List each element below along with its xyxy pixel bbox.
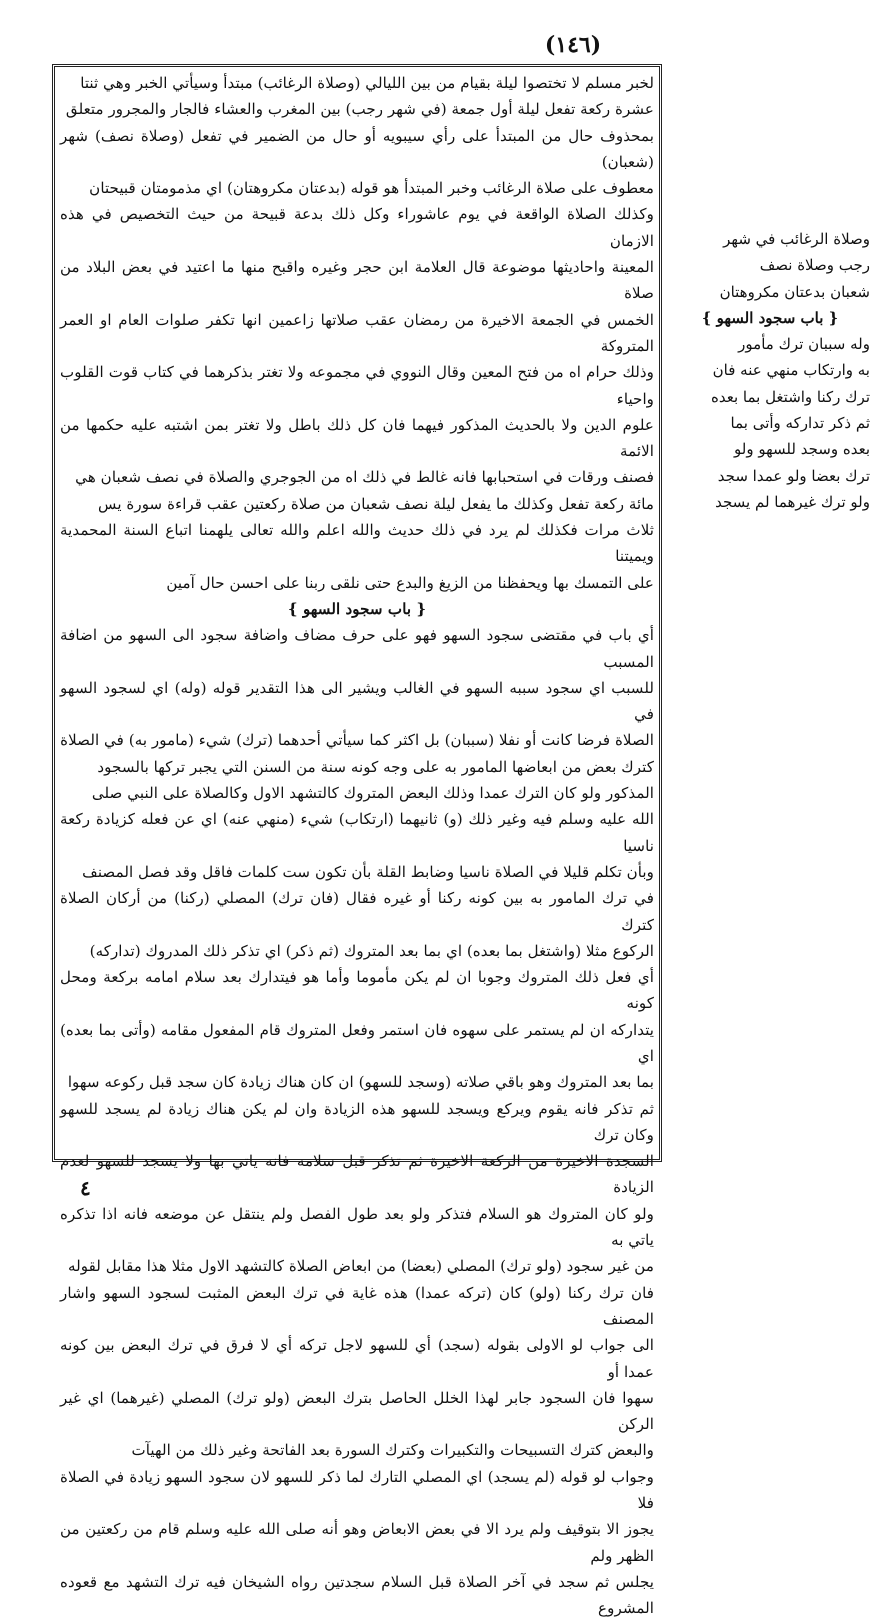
margin-text-line: رجب وصلاة نصف — [759, 256, 870, 275]
margin-text-line: ثم ذكر تداركه وأتى بما — [730, 414, 870, 433]
margin-matn-text — [670, 226, 870, 515]
main-commentary-text — [60, 70, 654, 1622]
main-text-line: بمحذوف حال من المبتدأ على رأي سيبويه أو حال من الضمير في تفعل (وصلاة نصف) شهر (شعبان) — [60, 126, 654, 171]
main-text-line: من غير سجود (ولو ترك) المصلي (بعضا) من ابعاض الصلاة كالتشهد الاول مثلا هذا مقابل لقوله — [67, 1257, 654, 1276]
main-text-line: سهوا فان السجود جابر لهذا الخلل الحاصل بترك البعض (ولو ترك) المصلي (غيرهما) اي غير الركن — [60, 1388, 654, 1434]
main-text-line: الله عليه وسلم فيه وغير ذلك (و) ثانيهما (ارتكاب) شيء (منهي عنه) اي عن فعله كزيادة ركعة ناسيا — [60, 810, 654, 855]
margin-text-line: ولو ترك غيرهما لم يسجد — [715, 492, 870, 511]
margin-text-line: ترك بعضا ولو عمدا سجد — [717, 466, 870, 485]
margin-text-line: به وارتكاب منهي عنه فان — [712, 361, 870, 380]
main-text-line: معطوف على صلاة الرغائب وخبر المبتدأ هو قوله (بدعتان مكروهتان) اي مذمومتان قبيحتان — [89, 179, 654, 198]
main-text-line: المعينة واحاديثها موضوعة قال العلامة ابن حجر وغيره واقبح منها ما اعتيد في بعض البلاد من صلاة — [60, 258, 654, 303]
main-text-line: الى جواب لو الاولى بقوله (سجد) أي للسهو لاجل تركه أي لا فرق في ترك البعض بين كونه عمدا أو — [60, 1336, 654, 1381]
main-text-line: والبعض كترك التسبيحات والتكبيرات وكترك السورة بعد الفاتحة وغير ذلك من الهيآت — [131, 1441, 654, 1460]
main-text-line: فان ترك ركنا (ولو) كان (تركه عمدا) هذه غاية في ترك البعض المثبت لسجود السهو واشار المصنف — [60, 1283, 654, 1328]
margin-text-section-heading: { باب سجود السهو } — [701, 308, 839, 327]
main-text-line: مائة ركعة تفعل وكذلك ما يفعل ليلة نصف شعبان من صلاة ركعتين عقب قراءة سورة يس — [98, 494, 654, 513]
main-text-line: في ترك المامور به بين كونه ركنا أو غيره فقال (فان ترك) المصلي (ركنا) من أركان الصلاة كترك — [60, 889, 654, 934]
main-text-line: الصلاة فرضا كانت أو نفلا (سببان) بل اكثر كما سيأتي أحدهما (ترك) شيء (مامور به) في الصلاة — [60, 731, 654, 750]
main-text-line: لخبر مسلم لا تختصوا ليلة بقيام من بين الليالي (وصلاة الرغائب) مبتدأ وسيأتي الخبر وهي ثنتا — [80, 74, 654, 92]
margin-text-line: بعده وسجد للسهو ولو — [734, 440, 870, 459]
main-text-line: ولو كان المتروك هو السلام فتذكر ولو بعد طول الفصل ولم ينتقل عن موضعه فانه اذا تذكره ياتي به — [60, 1204, 654, 1250]
margin-text-line: ترك ركنا واشتغل بما بعده — [710, 387, 870, 406]
main-text-line: علوم الدين ولا بالحديث المذكور فيهما فان كل ذلك باطل ولا تغتر بمن اشتبه عليه حكمها من الائمة — [60, 415, 654, 461]
main-text-line: وبأن تكلم قليلا في الصلاة ناسيا وضابط القلة بأن تكون ست كلمات فاقل وقد فصل المصنف — [82, 862, 654, 881]
main-text-line: على التمسك بها ويحفظنا من الزيغ والبدع حتى نلقى ربنا على احسن حال آمين — [166, 573, 654, 592]
main-text-line: يجوز الا بتوقيف ولم يرد الا في بعض الابعاض وهو أنه صلى الله عليه وسلم قام من ركعتين من الظهر ولم — [60, 1520, 654, 1565]
main-text-line: السجدة الاخيرة من الركعة الاخيرة ثم تذكر قبل سلامه فانه ياتي بها ولا يسجد للسهو لعدم الزيادة — [60, 1152, 654, 1197]
main-text-line: ثلاث مرات فكذلك لم يرد في ذلك حديث والله اعلم والله تعالى يلهمنا اتباع السنة المحمدية ويميتنا — [60, 521, 654, 566]
margin-text-line: وصلاة الرغائب في شهر — [723, 230, 870, 248]
main-text-line: يتداركه ان لم يستمر على سهوه فان استمر وفعل المتروك قام المفعول مقامه (وأتى بما بعده) اي — [60, 1020, 654, 1065]
main-text-line: بما بعد المتروك وهو باقي صلاته (وسجد للسهو) ان كان هناك زيادة كان سجد قبل ركوعه سهوا — [67, 1073, 654, 1092]
main-text-line: أي فعل ذلك المتروك وجوبا ان لم يكن مأموما وأما هو فيتدارك بعد سلام امامه بركعة ومحل كونه — [60, 968, 654, 1013]
main-text-section-heading: { باب سجود السهو } — [287, 599, 427, 618]
main-text-line: كترك بعض من ابعاضها المامور به على وجه كونه سنة من السنن التي يجبر تركها بالسجود — [97, 757, 654, 776]
main-text-line: ثم تذكر فانه يقوم ويركع ويسجد للسهو هذه الزيادة وان لم يكن هناك زيادة لم يسجد للسهو وكان ترك — [60, 1099, 654, 1144]
main-text-line: وكذلك الصلاة الواقعة في يوم عاشوراء وكل ذلك بدعة قبيحة من حيث التخصيص في هذه الازمان — [60, 205, 654, 250]
main-text-line: الركوع مثلا (واشتغل بما بعده) اي بما بعد المتروك (ثم ذكر) اي تذكر ذلك المدروك (تداركه) — [89, 941, 654, 960]
main-text-line: للسبب اي سجود سببه السهو في الغالب ويشير الى هذا التقدير قوله (وله) اي لسجود السهو في — [60, 678, 654, 724]
signature-mark: ٤ — [80, 1176, 91, 1200]
main-text-line: أي باب في مقتضى سجود السهو فهو على حرف مضاف واضافة سجود الى السهو من اضافة المسبب — [60, 626, 654, 671]
main-text-line: الخمس في الجمعة الاخيرة من رمضان عقب صلاتها زاعمين انها تكفر صلوات العام او العمر المتروكة — [60, 310, 654, 355]
page-number: (١٤٦) — [544, 32, 602, 58]
main-text-line: وذلك حرام اه من فتح المعين وقال النووي في مجموعه ولا تغتر بذكرهما في كتاب قوت القلوب واحياء — [60, 363, 654, 408]
main-text-line: فصنف ورقات في استحبابها فانه غالط في ذلك اه من الجوجري والصلاة في نصف شعبان هي — [75, 468, 654, 487]
margin-text-line: وله سببان ترك مأمور — [738, 335, 870, 354]
main-text-line: المذكور ولو كان الترك عمدا وذلك البعض المتروك كالتشهد الاول وكالصلاة على النبي صلى — [91, 784, 654, 803]
main-text-line: وجواب لو قوله (لم يسجد) اي المصلي التارك لما ذكر للسهو لان سجود السهو زيادة في الصلاة فلا — [60, 1467, 654, 1513]
main-text-line: يجلس ثم سجد في آخر الصلاة قبل السلام سجدتين رواه الشيخان فيه ترك التشهد مع قعوده المشروع — [60, 1572, 654, 1618]
margin-text-line: شعبان بدعتان مكروهتان — [719, 282, 870, 301]
main-text-line: عشرة ركعة تفعل ليلة أول جمعة (في شهر رجب) بين المغرب والعشاء فالجار والمجرور متعلق — [65, 100, 654, 119]
